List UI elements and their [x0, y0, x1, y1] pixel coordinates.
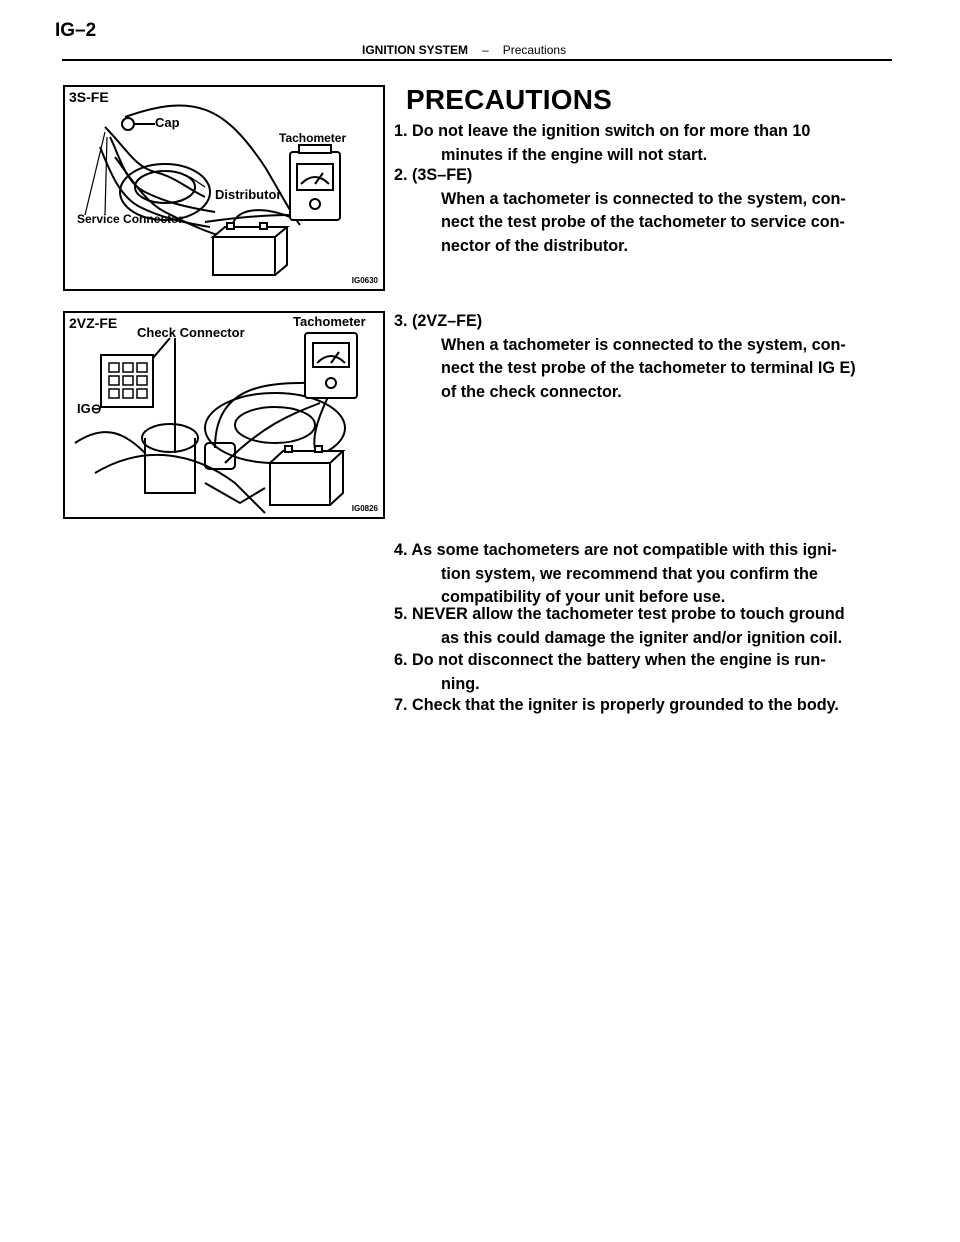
header-separator: – — [482, 43, 489, 57]
item-4-line: compatibility of your unit before use. — [441, 588, 726, 606]
item-3-line: When a tachometer is connected to the system, con- — [441, 335, 846, 354]
header-rule — [62, 59, 892, 61]
subsection-title: Precautions — [502, 43, 567, 57]
item-3-first: 3. (2VZ–FE) — [394, 312, 483, 330]
figure2-check-connector-label: Check Connector — [137, 325, 245, 340]
item-4-line: tion system, we recommend that you confirm the — [441, 564, 818, 583]
figure1-code: IG0630 — [351, 276, 378, 285]
item-2-first: 2. (3S–FE) — [394, 166, 473, 184]
figure2-ig-label: IG⊖ — [77, 401, 102, 416]
item-3-line: of the check connector. — [441, 382, 622, 401]
item-3-line: nect the test probe of the tachometer to terminal IG E) — [441, 359, 856, 377]
figure-2vz-fe — [63, 311, 385, 519]
precaution-item-7 — [394, 694, 876, 718]
figure2-code: IG0826 — [351, 504, 378, 513]
section-title: IGNITION SYSTEM — [362, 43, 469, 57]
item-2-line: nect the test probe of the tachometer to service con- — [441, 213, 845, 231]
precaution-item-2 — [394, 164, 876, 258]
item-1-line: minutes if the engine will not start. — [441, 145, 708, 164]
figure1-engine-label: 3S-FE — [69, 89, 109, 105]
item-1-first: 1. Do not leave the ignition switch on for more than 10 — [394, 122, 811, 140]
page-number: IG–2 — [55, 20, 97, 41]
precaution-item-3 — [394, 310, 876, 404]
item-2-line: When a tachometer is connected to the system, con- — [441, 189, 846, 208]
precaution-item-1 — [394, 120, 876, 167]
item-4-first: 4. As some tachometers are not compatible with this igni- — [394, 541, 837, 559]
precaution-item-4 — [394, 539, 876, 610]
item-7-first: 7. Check that the igniter is properly grounded to the body. — [394, 696, 839, 714]
item-5-first: 5. NEVER allow the tachometer test probe to touch ground — [394, 605, 845, 623]
figure1-distributor-label: Distributor — [215, 187, 282, 202]
running-head — [362, 43, 566, 57]
figure1-tachometer-label: Tachometer — [279, 131, 347, 145]
figure1-service-connector-label: Service Connector — [77, 212, 184, 226]
precaution-item-6 — [394, 649, 876, 696]
figure1-cap-label: Cap — [155, 115, 180, 130]
item-2-line: nector of the distributor. — [441, 236, 629, 255]
item-5-line: as this could damage the igniter and/or ignition coil. — [441, 628, 843, 647]
figure-3s-fe — [63, 85, 385, 291]
figure2-engine-label: 2VZ-FE — [69, 315, 118, 331]
precaution-item-5 — [394, 603, 876, 650]
figure-2vz-fe-drawing — [65, 313, 383, 517]
figure2-tachometer-label: Tachometer — [293, 314, 366, 329]
item-6-first: 6. Do not disconnect the battery when the engine is run- — [394, 651, 826, 669]
item-6-line: ning. — [441, 674, 480, 693]
section-heading: PRECAUTIONS — [406, 84, 612, 115]
